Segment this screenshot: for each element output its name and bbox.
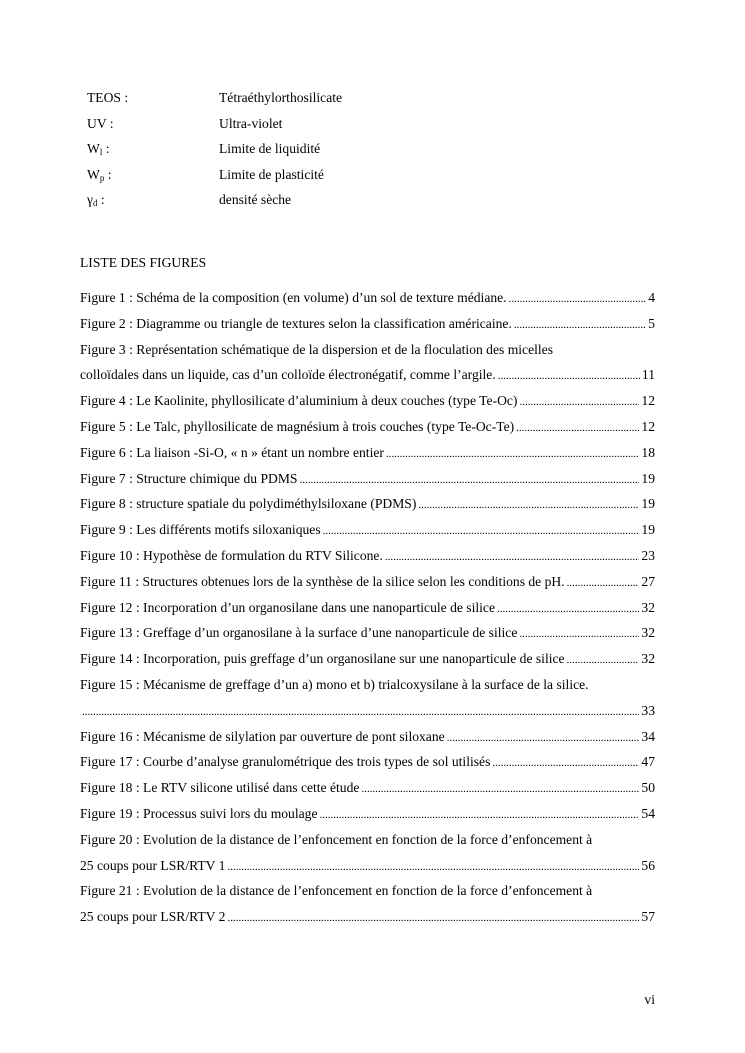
- list-of-figures-heading: LISTE DES FIGURES: [80, 255, 207, 270]
- figure-page-number: 57: [641, 909, 655, 925]
- figure-page-number: 56: [641, 857, 655, 873]
- figure-entry-first-line[interactable]: Figure 15 : Mécanisme de greffage d’un a) mono et b) trialcoxysilane à la surface de la silice.: [80, 676, 589, 692]
- figure-entry[interactable]: [80, 443, 655, 469]
- dot-leader: [447, 729, 640, 748]
- figure-page-number: 32: [641, 625, 655, 641]
- figure-entry[interactable]: [80, 391, 655, 417]
- figure-page-number: 50: [641, 780, 655, 796]
- figure-entry-first-line[interactable]: Figure 3 : Représentation schématique de la dispersion et de la floculation des micelles: [80, 341, 554, 357]
- figure-title: Figure 10 : Hypothèse de formulation du RTV Silicone.: [80, 547, 383, 563]
- figure-page-number: 12: [641, 393, 655, 409]
- figure-entry[interactable]: [80, 727, 655, 753]
- figure-entry[interactable]: [80, 804, 655, 830]
- abbreviation-definition: Ultra-violet: [219, 115, 283, 131]
- abbreviation-term: $W_l$ :: [87, 141, 110, 157]
- figure-entry[interactable]: [80, 546, 655, 572]
- figure-title: Figure 1 : Schéma de la composition (en volume) d’un sol de texture médiane.: [80, 290, 507, 305]
- figure-entry[interactable]: [80, 752, 655, 778]
- dot-leader: [418, 496, 639, 515]
- figure-title: colloïdales dans un liquide, cas d’un colloïde électronégatif, comme l’argile.: [80, 367, 496, 383]
- dot-leader: [567, 651, 640, 670]
- abbreviation-definition: Limite de plasticité: [219, 166, 324, 182]
- dot-leader: [361, 780, 639, 799]
- abbreviation-row: [87, 139, 647, 165]
- figure-entry[interactable]: [80, 365, 655, 391]
- figure-page-number: 32: [641, 599, 655, 615]
- figure-page-number: 19: [641, 470, 655, 486]
- dot-leader: [509, 290, 647, 309]
- figure-entry[interactable]: [80, 701, 655, 727]
- dot-leader: [497, 600, 639, 619]
- figure-entry[interactable]: [80, 314, 655, 340]
- figure-page-number: 4: [648, 290, 655, 305]
- figure-entry[interactable]: [80, 907, 655, 933]
- dot-leader: [323, 522, 640, 541]
- figure-title: Figure 2 : Diagramme ou triangle de textures selon la classification américaine.: [80, 315, 512, 331]
- figure-title: Figure 7 : Structure chimique du PDMS: [80, 470, 298, 486]
- dot-leader: [514, 316, 646, 335]
- dot-leader: [386, 445, 639, 464]
- figure-title: Figure 17 : Courbe d’analyse granulométrique des trois types de sol utilisés: [80, 754, 491, 770]
- figure-page-number: 47: [641, 754, 655, 770]
- figure-title: Figure 9 : Les différents motifs siloxaniques: [80, 522, 321, 538]
- dot-leader: [498, 367, 640, 386]
- figure-title: Figure 19 : Processus suivi lors du moulage: [80, 805, 318, 821]
- dot-leader: [227, 858, 639, 877]
- abbreviation-row: [87, 165, 647, 191]
- dot-leader: [320, 806, 640, 825]
- figure-title: Figure 13 : Greffage d’un organosilane à la surface d’une nanoparticule de silice: [80, 625, 518, 641]
- abbreviation-list: [87, 88, 647, 216]
- figure-entry[interactable]: [80, 417, 655, 443]
- figure-entry[interactable]: [80, 598, 655, 624]
- abbreviation-definition: densité sèche: [219, 192, 292, 207]
- figure-page-number: 12: [641, 418, 655, 434]
- dot-leader: [385, 548, 640, 567]
- abbreviation-term: $W_p$ :: [87, 166, 112, 183]
- figure-title: Figure 14 : Incorporation, puis greffage d’un organosilane sur une nanoparticule de silice: [80, 651, 565, 667]
- figure-page-number: 32: [641, 651, 655, 667]
- abbreviation-row: [87, 190, 647, 216]
- figure-page-number: 34: [641, 728, 655, 744]
- figure-page-number: 33: [641, 702, 655, 718]
- figure-entry[interactable]: [80, 649, 655, 675]
- figure-title: Figure 16 : Mécanisme de silylation par ouverture de pont siloxane: [80, 728, 445, 744]
- dot-leader: [227, 909, 639, 928]
- figure-entry-first-line[interactable]: Figure 21 : Evolution de la distance de l’enfoncement en fonction de la force d’enfoncement à: [80, 883, 593, 899]
- figure-title: 25 coups pour LSR/RTV 2: [80, 909, 226, 925]
- figure-page-number: 11: [641, 367, 655, 383]
- figure-title: Figure 11 : Structures obtenues lors de la synthèse de la silice selon les conditions de pH.: [80, 573, 565, 589]
- abbreviation-definition: Tétraéthylorthosilicate: [219, 90, 343, 105]
- figure-title: Figure 5 : Le Talc, phyllosilicate de magnésium à trois couches (type Te-Oc-Te): [80, 418, 515, 434]
- abbreviation-row: [87, 88, 647, 114]
- figure-page-number: 27: [641, 573, 655, 589]
- figure-title: Figure 12 : Incorporation d’un organosilane dans une nanoparticule de silice: [80, 599, 495, 615]
- dot-leader: [516, 419, 639, 438]
- figure-title: Figure 18 : Le RTV silicone utilisé dans cette étude: [80, 780, 360, 796]
- figure-entry[interactable]: [80, 572, 655, 598]
- figure-title: 25 coups pour LSR/RTV 1: [80, 857, 226, 873]
- figure-title: Figure 4 : Le Kaolinite, phyllosilicate d’aluminium à deux couches (type Te-Oc): [80, 393, 518, 409]
- dot-leader: [82, 703, 639, 722]
- figure-entry[interactable]: [80, 778, 655, 804]
- abbreviation-definition: Limite de liquidité: [219, 141, 321, 156]
- figure-title: Figure 8 : structure spatiale du polydiméthylsiloxane (PDMS): [80, 496, 417, 512]
- dot-leader: [567, 574, 640, 593]
- figure-page-number: 54: [641, 805, 655, 821]
- dot-leader: [519, 393, 639, 412]
- figure-title: Figure 6 : La liaison -Si-O, « n » étant un nombre entier: [80, 444, 384, 460]
- figure-entry[interactable]: [80, 856, 655, 882]
- figure-entry[interactable]: [80, 520, 655, 546]
- page-number: vi: [644, 992, 655, 1007]
- figure-entry[interactable]: [80, 469, 655, 495]
- figure-page-number: 18: [641, 444, 655, 460]
- abbreviation-term: TEOS :: [87, 90, 129, 105]
- figure-page-number: 5: [648, 315, 655, 331]
- dot-leader: [492, 754, 639, 773]
- figure-entry[interactable]: [80, 623, 655, 649]
- figure-entry[interactable]: [80, 288, 655, 314]
- figure-entry[interactable]: [80, 494, 655, 520]
- abbreviation-term: UV :: [87, 115, 114, 131]
- figure-entry-first-line[interactable]: Figure 20 : Evolution de la distance de l’enfoncement en fonction de la force d’enfoncement à: [80, 831, 593, 847]
- figure-page-number: 23: [641, 547, 655, 563]
- figure-page-number: 19: [641, 522, 655, 538]
- list-of-figures: [80, 288, 655, 933]
- figure-page-number: 19: [641, 496, 655, 512]
- dot-leader: [300, 471, 640, 490]
- abbreviation-term: $\gamma_d$ :: [87, 192, 105, 208]
- abbreviation-row: [87, 114, 647, 140]
- dot-leader: [519, 625, 639, 644]
